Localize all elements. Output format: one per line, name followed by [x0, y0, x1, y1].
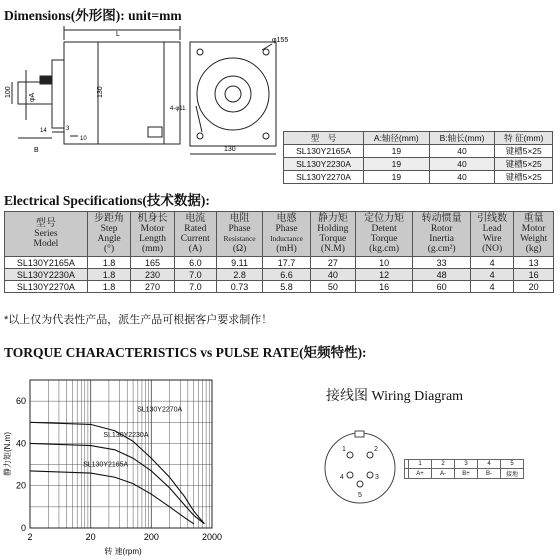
- wiring-pin-number: 2: [432, 460, 455, 469]
- col-header-zh: 重量: [523, 213, 544, 224]
- col-header-en: (A): [188, 244, 202, 254]
- dim-hole-circle: φ155: [272, 37, 289, 44]
- table-cell: 1.8: [87, 281, 130, 293]
- x-tick-label: 2000: [201, 532, 223, 542]
- table-row: [284, 158, 553, 171]
- motor-endcap-side: [164, 42, 180, 144]
- x-axis-label: 转 速(rpm): [104, 547, 142, 556]
- col-header-en: Phase: [228, 224, 251, 234]
- col-header-zh: 电阻: [229, 213, 250, 224]
- electrical-col-header: [470, 212, 513, 257]
- dim-ten: 10: [80, 136, 87, 142]
- table-cell: 33: [413, 257, 471, 269]
- table-cell: 17.7: [263, 257, 311, 269]
- electrical-heading: Electrical Specifications(技术数据):: [4, 193, 210, 208]
- wiring-connector: [322, 430, 402, 510]
- table-cell: 20: [514, 281, 554, 293]
- table-cell: SL130Y2230A: [5, 269, 88, 281]
- table-cell: 10: [355, 257, 413, 269]
- y-tick-label: 20: [15, 480, 26, 491]
- dimension-header-feature: 特 征(mm): [495, 132, 553, 145]
- col-header-en: (g.cm²): [427, 244, 456, 254]
- table-cell: 6.0: [174, 257, 216, 269]
- table-cell: SL130Y2230A: [284, 158, 364, 171]
- table-cell: 键槽5×25: [495, 171, 553, 184]
- table-cell: 13: [514, 257, 554, 269]
- col-header-zh: 引线数: [477, 213, 508, 224]
- wiring-signal: A-: [432, 469, 455, 479]
- electrical-col-header: [216, 212, 262, 257]
- y-axis-label: 静力矩(N.m): [3, 432, 12, 476]
- table-cell: SL130Y2165A: [284, 145, 364, 158]
- col-header-en: (NO): [482, 244, 503, 254]
- series-line: [30, 443, 204, 523]
- col-header-en: (Ω): [232, 244, 247, 254]
- col-header-zh: 机身长: [137, 213, 168, 224]
- table-cell: 40: [310, 269, 355, 281]
- wiring-signal-row: [405, 469, 524, 479]
- col-header-en: Inertia: [429, 234, 455, 244]
- table-cell: 270: [131, 281, 174, 293]
- table-row: [5, 257, 554, 269]
- motor-flange-side: [52, 60, 64, 128]
- table-cell: 1.8: [87, 269, 130, 281]
- torque-heading: TORQUE CHARACTERISTICS vs PULSE RATE(矩频特性):: [4, 345, 367, 360]
- electrical-col-header: [413, 212, 471, 257]
- dimension-table: [283, 131, 553, 184]
- dim-shaft-dia: φA: [29, 92, 36, 102]
- terminal-box: [148, 127, 162, 137]
- col-header-en: Motor: [140, 224, 165, 234]
- col-header-zh: 型号: [35, 218, 56, 229]
- table-row: [284, 171, 553, 184]
- wiring-signal: B-: [478, 469, 501, 479]
- table-cell: 6.6: [263, 269, 311, 281]
- table-cell: SL130Y2165A: [5, 257, 88, 269]
- series-label: SL130Y2230A: [103, 432, 149, 440]
- col-header-en: (N.M): [320, 244, 345, 254]
- wiring-signal: A+: [409, 469, 432, 479]
- table-cell: 1.8: [87, 257, 130, 269]
- pin-label-4: 4: [340, 474, 344, 481]
- electrical-col-header: [174, 212, 216, 257]
- table-cell: 40: [429, 171, 495, 184]
- col-header-zh: 定位力矩: [364, 213, 405, 224]
- series-label: SL130Y2270A: [137, 406, 183, 414]
- table-cell: 27: [310, 257, 355, 269]
- dim-mount-hole: 4-φ11: [170, 106, 186, 112]
- table-row: [284, 145, 553, 158]
- table-cell: 键槽5×25: [495, 158, 553, 171]
- wiring-pin-number-row: [405, 460, 524, 469]
- electrical-col-header: [355, 212, 413, 257]
- col-header-en: Model: [33, 239, 59, 249]
- table-row: [5, 269, 554, 281]
- col-header-en: Torque: [319, 234, 347, 244]
- table-cell: 19: [363, 145, 429, 158]
- wiring-signal: B+: [455, 469, 478, 479]
- col-header-zh: 转动惯量: [421, 213, 462, 224]
- dim-boss: 100: [5, 86, 12, 98]
- electrical-col-header: [131, 212, 174, 257]
- table-cell: 230: [131, 269, 174, 281]
- col-header-en: Rated: [184, 224, 207, 234]
- col-header-zh: 步距角: [94, 213, 125, 224]
- dim-side-height: 130: [97, 86, 104, 98]
- electrical-table-header: [5, 212, 554, 257]
- table-cell: 19: [363, 171, 429, 184]
- table-cell: 4: [470, 269, 513, 281]
- connector-key: [355, 431, 364, 437]
- table-cell: 40: [429, 158, 495, 171]
- electrical-col-header: [310, 212, 355, 257]
- electrical-table-body: [5, 257, 554, 293]
- col-header-en: Weight: [520, 234, 548, 244]
- col-header-en: Detent: [371, 224, 397, 234]
- col-header-en: Lead: [482, 224, 502, 234]
- col-header-zh: 静力矩: [317, 213, 348, 224]
- table-cell: 16: [514, 269, 554, 281]
- col-header-en: (mm): [141, 244, 164, 254]
- wiring-table: [404, 459, 524, 479]
- table-cell: 键槽5×25: [495, 145, 553, 158]
- col-header-en: Series: [34, 229, 58, 239]
- table-cell: 4: [470, 257, 513, 269]
- col-header-en: Wire: [482, 234, 502, 244]
- col-header-en: Motor: [521, 224, 546, 234]
- pin-label-2: 2: [374, 446, 378, 453]
- table-cell: 9.11: [216, 257, 262, 269]
- electrical-col-header: [514, 212, 554, 257]
- table-cell: 4: [470, 281, 513, 293]
- wiring-pin-number: 1: [409, 460, 432, 469]
- electrical-col-header: [263, 212, 311, 257]
- y-tick-label: 0: [20, 523, 26, 533]
- wiring-signal: 接地: [501, 469, 524, 479]
- x-tick-label: 20: [85, 532, 96, 542]
- col-header-en: Rotor: [430, 224, 453, 234]
- torque-chart: [0, 360, 260, 560]
- col-header-en: Step: [100, 224, 118, 234]
- motor-body-side: [64, 42, 164, 144]
- col-header-en: Length: [139, 234, 166, 244]
- col-header-en: Angle: [97, 234, 121, 244]
- electrical-col-header: [87, 212, 130, 257]
- dim-L: L: [116, 31, 120, 38]
- pin-label-3: 3: [375, 474, 379, 481]
- custom-note: *以上仅为代表性产品，派生产品可根据客户要求制作！: [4, 314, 273, 326]
- table-cell: 0.73: [216, 281, 262, 293]
- x-tick-label: 200: [143, 532, 159, 542]
- x-tick-label: 2: [27, 532, 33, 542]
- col-header-en: Current: [180, 234, 210, 244]
- table-cell: 40: [429, 145, 495, 158]
- dimension-table-header: [284, 132, 553, 145]
- table-cell: 19: [363, 158, 429, 171]
- y-tick-label: 60: [15, 396, 26, 407]
- y-tick-label: 40: [15, 438, 26, 449]
- table-cell: 16: [355, 281, 413, 293]
- table-cell: 5.8: [263, 281, 311, 293]
- dimension-header-shaft-dia: A:轴径(mm): [363, 132, 429, 145]
- wiring-title: 接线图 Wiring Diagram: [326, 389, 464, 404]
- dim-shaft-length: B: [34, 147, 39, 154]
- electrical-table: [4, 211, 554, 293]
- col-header-en: Holding: [317, 224, 349, 234]
- col-header-en: (kg.cm): [369, 244, 400, 254]
- wiring-pin-number: 3: [455, 460, 478, 469]
- wiring-pin-number: 4: [478, 460, 501, 469]
- table-cell: SL130Y2270A: [284, 171, 364, 184]
- col-header-en: Phase: [275, 224, 298, 234]
- dimension-header-model: 型 号: [284, 132, 364, 145]
- table-cell: 7.0: [174, 269, 216, 281]
- wiring-pin-number: 5: [501, 460, 524, 469]
- table-cell: 7.0: [174, 281, 216, 293]
- col-header-en: Resistance: [223, 234, 256, 243]
- table-cell: 50: [310, 281, 355, 293]
- table-row: [5, 281, 554, 293]
- col-header-en: Torque: [370, 234, 398, 244]
- pin-label-5: 5: [358, 492, 362, 499]
- dimensions-heading: Dimensions(外形图): unit=mm: [4, 8, 182, 23]
- col-header-en: (kg): [525, 244, 542, 254]
- table-cell: SL130Y2270A: [5, 281, 88, 293]
- col-header-zh: 电感: [276, 213, 297, 224]
- table-cell: 165: [131, 257, 174, 269]
- dimension-header-shaft-len: B:轴长(mm): [429, 132, 495, 145]
- pin-label-1: 1: [342, 446, 346, 453]
- table-cell: 60: [413, 281, 471, 293]
- dim-fourteen: 14: [40, 128, 47, 134]
- series-label: SL130Y2165A: [83, 461, 129, 469]
- table-cell: 48: [413, 269, 471, 281]
- col-header-en: (mH): [276, 244, 297, 254]
- col-header-en: (°): [103, 244, 115, 254]
- col-header-en: Inductance: [270, 234, 303, 243]
- col-header-zh: 电流: [185, 213, 206, 224]
- dim-front-width: 130: [224, 146, 236, 153]
- electrical-col-header: [5, 212, 88, 257]
- series-line: [30, 471, 194, 524]
- table-cell: 12: [355, 269, 413, 281]
- table-cell: 2.8: [216, 269, 262, 281]
- dim-three: 3: [66, 126, 70, 132]
